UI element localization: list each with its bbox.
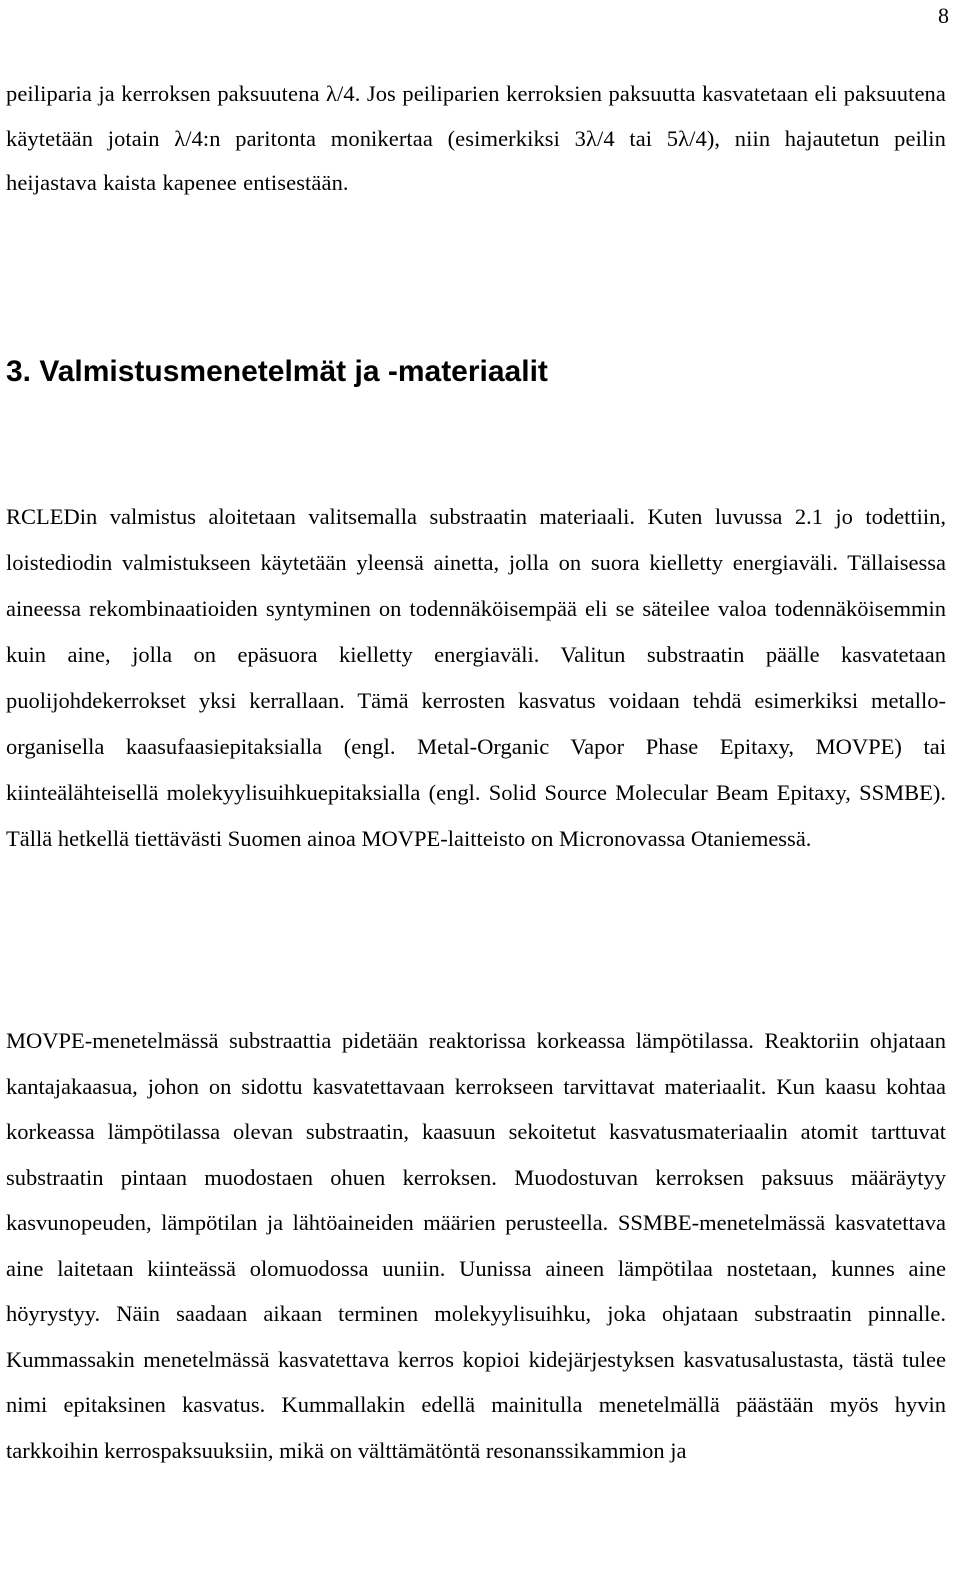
intro-paragraph: peiliparia ja kerroksen paksuutena λ/4. Jos peiliparien kerroksien paksuutta kasvatetaan eli paksuutena käytetään jotain λ/4:n paritonta monikertaa (esimerkiksi 3λ/4 tai 5λ/4), niin hajautetun peilin heijastava kaista kapenee entisestään. <box>6 81 946 195</box>
section-heading: 3. Valmistusmenetelmät ja -materiaalit <box>6 355 548 388</box>
page-number: 8 <box>938 3 949 28</box>
body-paragraph: MOVPE-menetelmässä substraattia pidetään reaktorissa korkeassa lämpötilassa. Reaktoriin ohjataan kantajakaasua, johon on sidottu kasvatettavaan kerrokseen tarvittavat materiaalit. Kun kaasu kohtaa korkeassa lämpötilassa olevan substraatin, kaasuun sekoitetut kasvatusmateriaalin atomit tarttuvat substraatin pintaan muodostaen ohuen kerroksen. Muodostuvan kerroksen paksuus määräytyy kasvunopeuden, lämpötilan ja lähtöaineiden määrien perusteella. SSMBE-menetelmässä kasvatettava aine laitetaan kiinteässä olomuodossa uuniin. Uunissa aineen lämpötilaa nostetaan, kunnes aine höyrystyy. Näin saadaan aikaan terminen molekyylisuihku, joka ohjataan substraatin pinnalle. Kummassakin menetelmässä kasvatettava kerros kopioi kidejärjestyksen kasvatusalustasta, tästä tulee nimi epitaksinen kasvatus. Kummallakin edellä mainitulla menetelmällä päästään myös hyvin tarkkoihin kerrospaksuuksiin, mikä on välttämätöntä resonanssikammion ja <box>6 1028 946 1463</box>
body-paragraph: RCLEDin valmistus aloitetaan valitsemalla substraatin materiaali. Kuten luvussa 2.1 jo todettiin, loistediodin valmistukseen käytetään yleensä ainetta, jolla on suora kielletty energiaväli. Tällaisessa aineessa rekombinaatioiden syntyminen on todennäköisempää eli se säteilee valoa todennäköisemmin kuin aine, jolla on epäsuora kielletty energiaväli. Valitun substraatin päälle kasvatetaan puolijohdekerrokset yksi kerrallaan. Tämä kerrosten kasvatus voidaan tehdä esimerkiksi metallo-organisella kaasufaasiepitaksialla (engl. Metal-Organic Vapor Phase Epitaxy, MOVPE) tai kiinteälähteisellä molekyylisuihkuepitaksialla (engl. Solid Source Molecular Beam Epitaxy, SSMBE). Tällä hetkellä tiettävästi Suomen ainoa MOVPE-laitteisto on Micronovassa Otaniemessä. <box>6 504 946 851</box>
